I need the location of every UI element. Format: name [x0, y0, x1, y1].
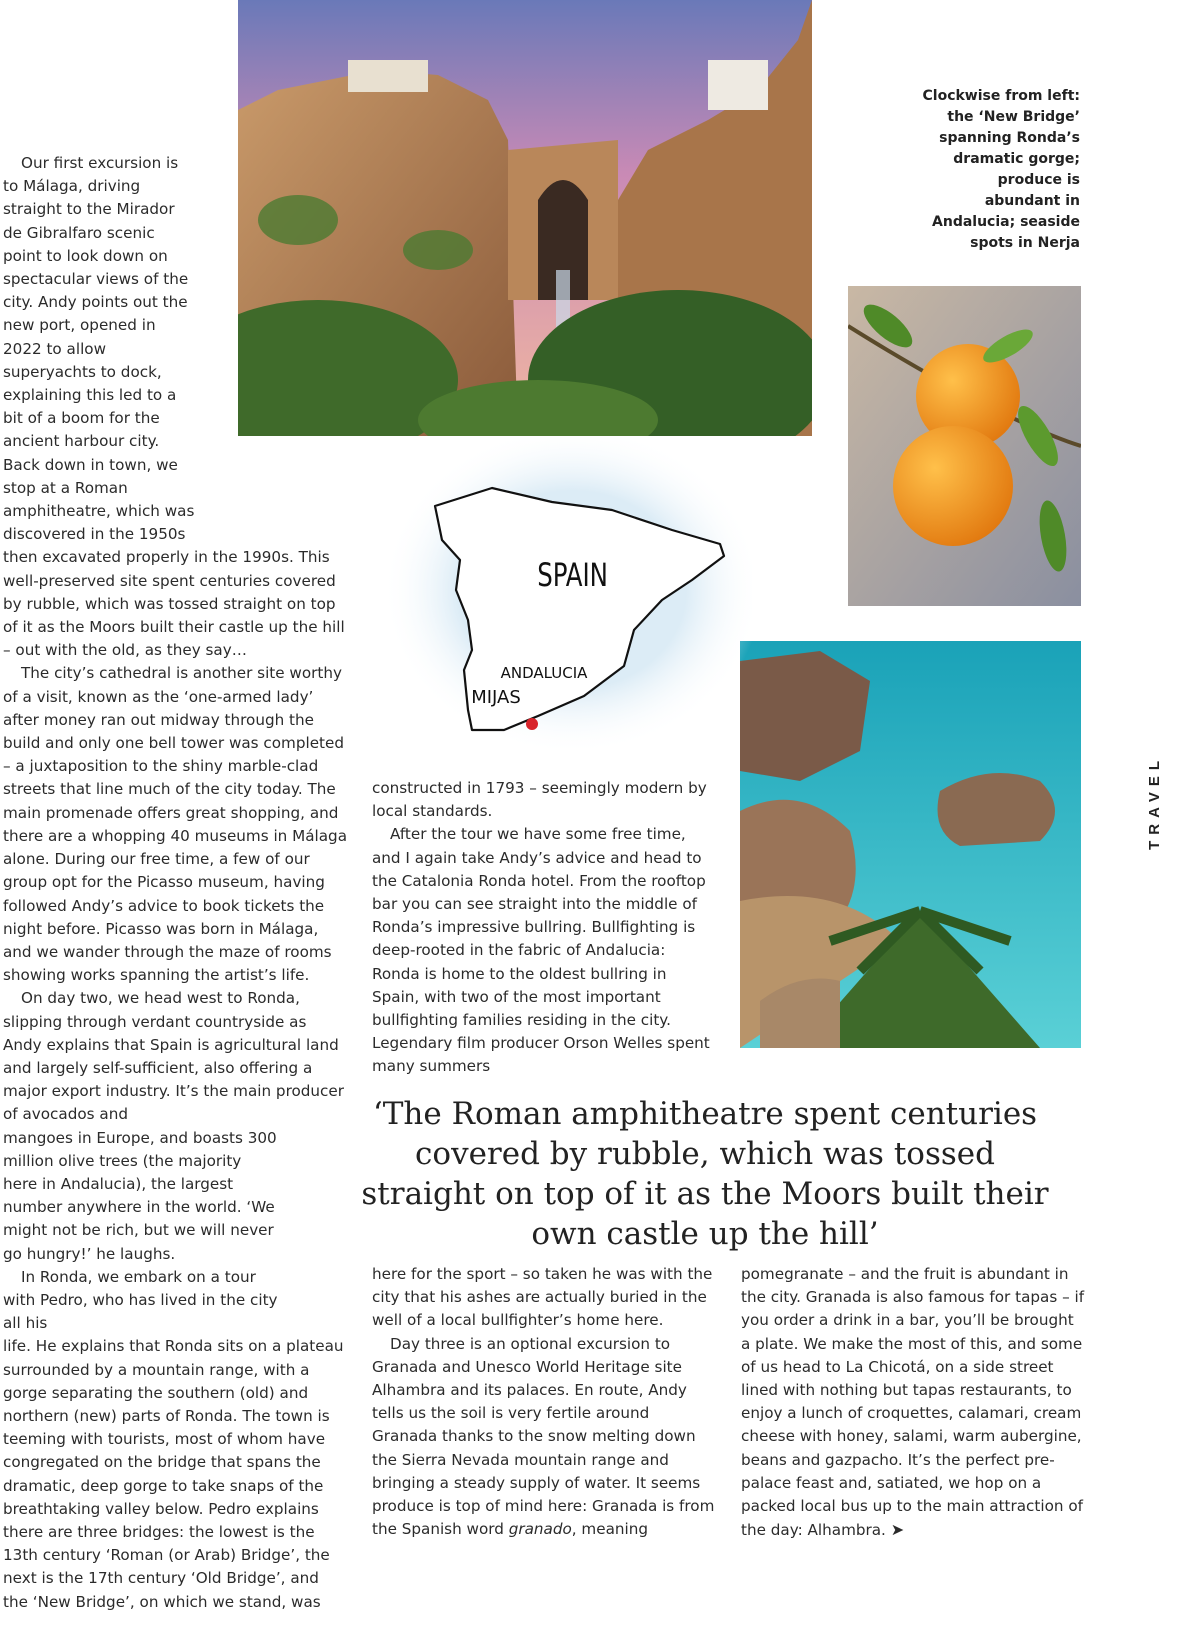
col1-p1-narrow: Our first excursion is to Málaga, driving straight to the Mirador de Gibralfaro scenic point to look down on spectacular views of the city. Andy points out the new port, opened in 2022 to allow superyachts to dock, explaining this led to a bit of a boom for the ancient harbour city. Back down in town, we stop at a Roman amphitheatre, which was discovered in the 1950s — [3, 154, 195, 544]
article-column-3 — [372, 1263, 717, 1541]
col1-p1-wide: then excavated properly in the 1990s. This well-preserved site spent centuries covered by rubble, which was tossed straight on top of it as the Moors built their castle up the hill – out with the old, as they say… — [3, 548, 345, 660]
spain-map — [372, 440, 752, 770]
map-label-country: SPAIN — [537, 556, 608, 595]
nerja-coast-photo — [740, 641, 1081, 1048]
oranges-photo — [848, 286, 1081, 606]
col3-paragraph-1: here for the sport – so taken he was with the city that his ashes are actually buried in the well of a local bullfighter’s home here. — [372, 1265, 713, 1330]
map-label-region: ANDALUCIA — [500, 664, 588, 682]
col2-paragraph-1: constructed in 1793 – seemingly modern by local standards. — [372, 779, 707, 821]
col1-paragraph-1 — [3, 152, 348, 662]
col1-p3-wide: On day two, we head west to Ronda, slipping through verdant countryside as Andy explains that Spain is agricultural land and largely self-sufficient, also offering a major export industry. It’s the main producer of avocados and — [3, 989, 344, 1124]
col1-p4-narrow: In Ronda, we embark on a tour with Pedro, who has lived in the city all his — [3, 1267, 278, 1333]
col3-paragraph-2 — [372, 1333, 717, 1542]
col3-p2-start: Day three is an optional excursion to Granada and Unesco World Heritage site Alhambra and its palaces. En route, Andy tells us the soil is very fertile around Granada thanks to the snow melting down the Sierra Nevada mountain range and bringing a steady supply of water. It seems produce is top of mind here: Granada is from the Spanish word — [372, 1334, 715, 1539]
col1-paragraph-4 — [3, 1266, 348, 1614]
col3-p2-italic: granado — [508, 1520, 572, 1539]
col4-paragraph-1 — [741, 1263, 1086, 1542]
col1-p4-wide: life. He explains that Ronda sits on a plateau surrounded by a mountain range, with a gorge separating the southern (old) and northern (new) parts of Ronda. The town is teeming with tourists, most of whom have congregated on the bridge that spans the dramatic, deep gorge to take snaps of the breathtaking valley below. Pedro explains there are three bridges: the lowest is the 13th century ‘Roman (or Arab) Bridge’, the next is the 17th century ‘Old Bridge’, and the ‘New Bridge’, on which we stand, was — [3, 1337, 344, 1611]
end-arrow-icon: ➤ — [890, 1520, 905, 1540]
col3-p2-end: , meaning — [571, 1520, 648, 1539]
col1-p3-narrow: mangoes in Europe, and boasts 300 million olive trees (the majority here in Andalucia), the largest number anywhere in the world. ‘We might not be rich, but we will never go hungry!’ he laughs. — [3, 1128, 277, 1263]
col1-paragraph-3 — [3, 987, 348, 1265]
photo-caption: Clockwise from left: the ‘New Bridge’ spanning Ronda’s dramatic gorge; produce is abundant in Andalucia; seaside spots in Nerja — [922, 88, 1080, 251]
col2-paragraph-2: After the tour we have some free time, and I again take Andy’s advice and head to the Catalonia Ronda hotel. From the rooftop bar you can see straight into the middle of Ronda’s impressive bullring. Bullfighting is deep-rooted in the fabric of Andalucia: Ronda is home to the oldest bullring in Spain, with two of the most important bullfighting families residing in the city. Legendary film producer Orson Welles spent many summers — [372, 825, 710, 1076]
article-column-1 — [3, 152, 348, 1614]
col4-p1-text: pomegranate – and the fruit is abundant in the city. Granada is also famous for tapas – if you order a drink in a bar, you’ll be brought a plate. We make the most of this, and some of us head to La Chicotá, on a side street lined with nothing but tapas restaurants, to enjoy a lunch of croquettes, calamari, cream cheese with honey, salami, warm aubergine, beans and gazpacho. It’s the perfect pre-palace feast and, satiated, we hop on a packed local bus up to the main attraction of the day: Alhambra. — [741, 1265, 1085, 1540]
article-column-4 — [741, 1263, 1086, 1542]
article-column-2 — [372, 777, 717, 1079]
pull-quote: ‘The Roman amphitheatre spent centuries covered by rubble, which was tossed straight on top of it as the Moors built their own castle up the hill’ — [361, 1096, 1049, 1252]
col1-paragraph-2: The city’s cathedral is another site worthy of a visit, known as the ‘one-armed lady’ after money ran out midway through the build and only one bell tower was completed – a juxtaposition to the shiny marble-clad streets that line much of the city today. The main promenade offers great shopping, and there are a whopping 40 museums in Málaga alone. During our free time, a few of our group opt for the Picasso museum, having followed Andy’s advice to book tickets the night before. Picasso was born in Málaga, and we wander through the maze of rooms showing works spanning the artist’s life. — [3, 664, 348, 985]
map-label-town: MIJAS — [471, 687, 521, 708]
mijas-marker — [526, 718, 538, 730]
section-tag: TRAVEL — [1146, 755, 1163, 850]
